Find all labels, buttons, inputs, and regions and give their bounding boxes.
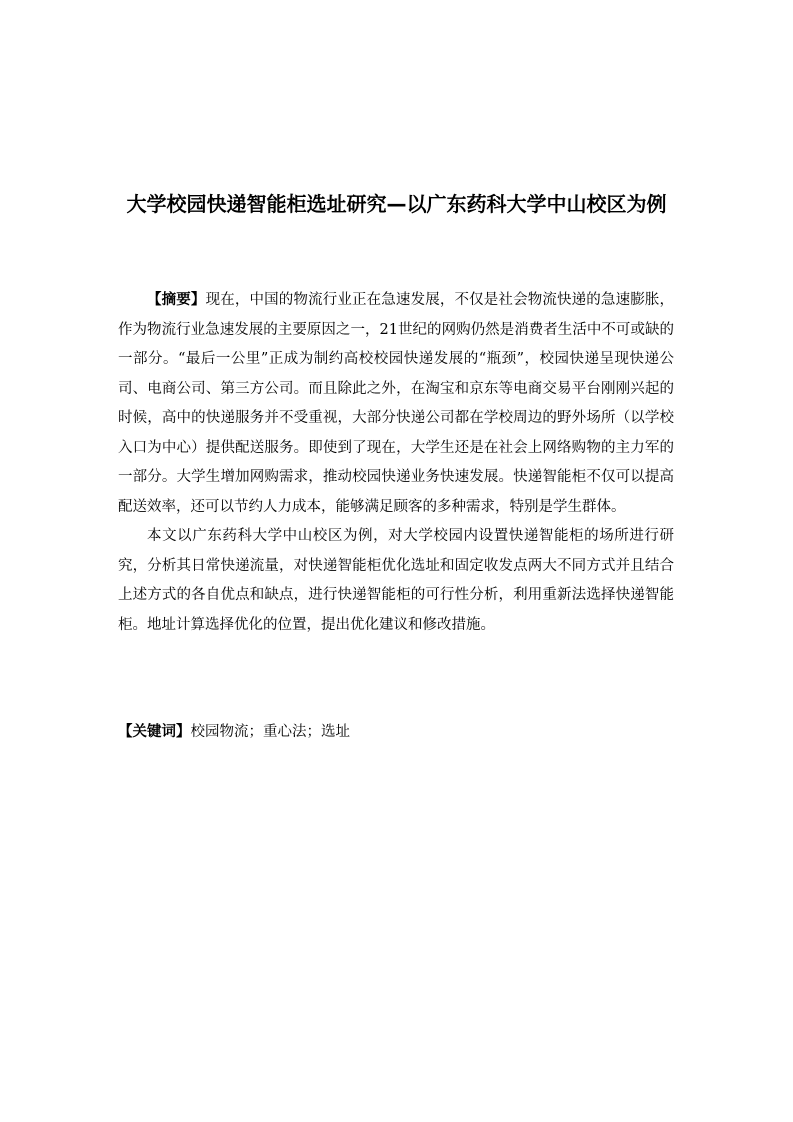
- abstract-paragraph-2: 本文以广东药科大学中山校区为例，对大学校园内设置快递智能柜的场所进行研究，分析其日常快递流量，对快递智能柜优化选址和固定收发点两大不同方式并且结合上述方式的各自优点和缺点，进行快递智能柜的可行性分析，利用重新法选择快递智能柜。地址计算选择优化的位置，提出优化建议和修改措施。: [118, 528, 674, 633]
- abstract-text-1: 现在，中国的物流行业正在急速发展，不仅是社会物流快递的急速膨胀，作为物流行业急速发展的主要原因之一，21世纪的网购仍然是消费者生活中不可或缺的一部分。“最后一公里”正成为制约高校校园快递发展的“瓶颈”，校园快递呈现快递公司、电商公司、第三方公司。而且除此之外，在淘宝和京东等电商交易平台刚刚兴起的时候，高中的快递服务并不受重视，大部分快递公司都在学校周边的野外场所（以学校入口为中心）提供配送服务。即使到了现在，大学生还是在社会上网络购物的主力军的一部分。大学生增加网购需求，推动校园快递业务快速发展。快递智能柜不仅可以提高配送效率，还可以节约人力成本，能够满足顾客的多种需求，特别是学生群体。: [118, 292, 675, 515]
- abstract-section: [118, 286, 674, 640]
- keywords-text: 校园物流；重心法；选址: [190, 724, 350, 740]
- keywords-label: 【关键词】: [118, 724, 191, 740]
- keywords-line: [118, 718, 674, 748]
- paper-title: 大学校园快递智能柜选址研究—以广东药科大学中山校区为例: [126, 192, 667, 216]
- abstract-paragraph-1: [118, 286, 674, 522]
- abstract-label: 【摘要】: [147, 292, 206, 308]
